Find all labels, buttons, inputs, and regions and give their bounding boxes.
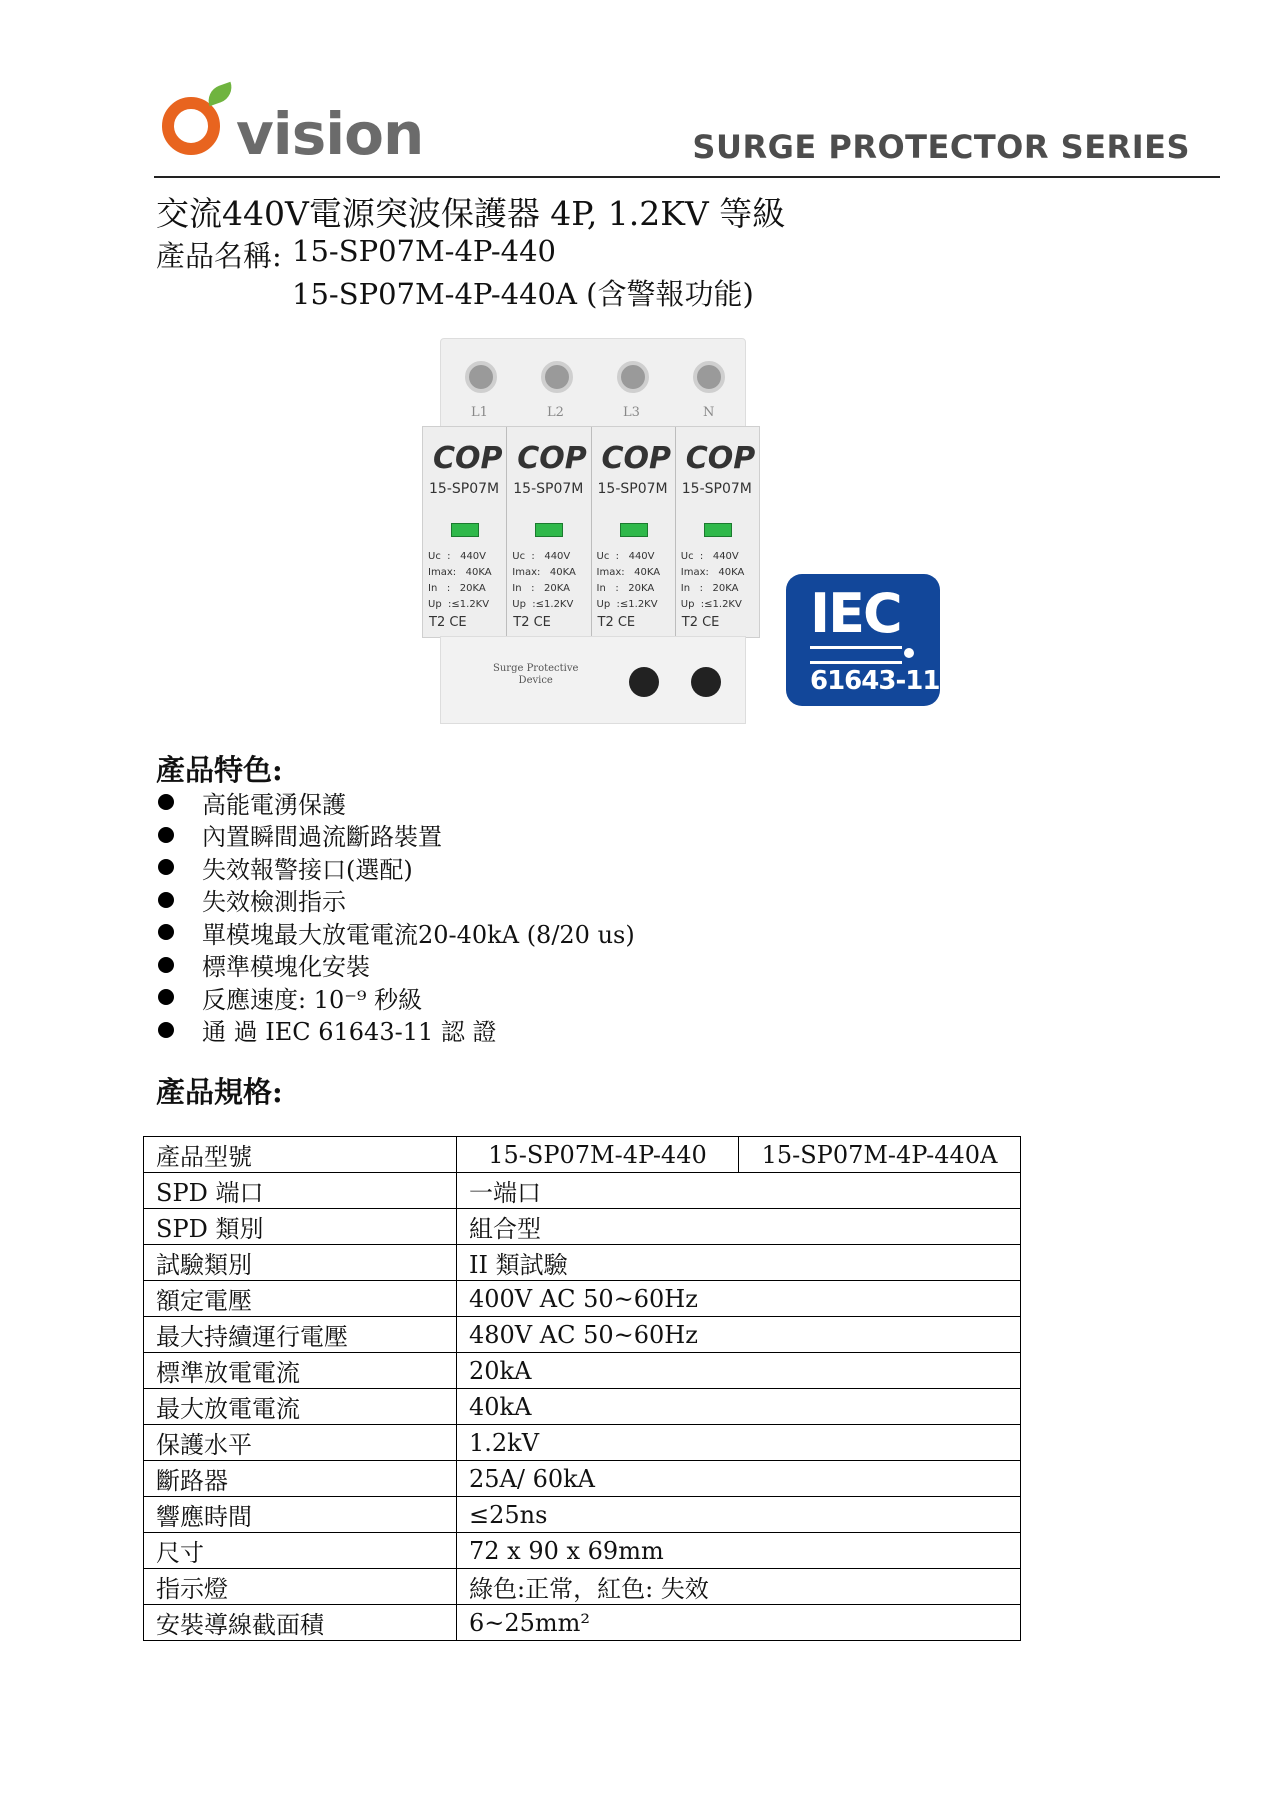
table-header-row	[144, 1137, 1021, 1173]
document-title: 交流440V電源突波保護器 4P, 1.2KV 等級	[156, 194, 786, 233]
header-divider	[154, 176, 1220, 178]
spd-module	[592, 427, 676, 637]
spec-value-cell: 1.2kV	[457, 1425, 1021, 1461]
spd-module	[423, 427, 507, 637]
spec-value-cell: 25A/ 60kA	[457, 1461, 1021, 1497]
series-title: SURGE PROTECTOR SERIES	[692, 128, 1190, 166]
spec-label-cell: 指示燈	[144, 1569, 457, 1605]
module-marks: T2 CE	[513, 615, 551, 630]
terminal-label: L2	[547, 405, 564, 420]
terminal-label: L1	[471, 405, 488, 420]
spec-label-cell: SPD 類別	[144, 1209, 457, 1245]
table-row	[144, 1173, 1021, 1209]
iec-standard: 61643-11	[810, 666, 940, 696]
status-led-icon	[451, 523, 479, 537]
status-led-icon	[704, 523, 732, 537]
bullet-icon	[158, 924, 174, 940]
list-item	[156, 884, 635, 917]
terminal-screw-icon	[541, 361, 573, 393]
table-row	[144, 1209, 1021, 1245]
terminal-screw-icon	[693, 361, 725, 393]
terminal-label: N	[703, 405, 715, 420]
module-brand: COP	[601, 441, 672, 476]
module-marks: T2 CE	[681, 615, 720, 630]
table-row	[144, 1389, 1021, 1425]
table-row	[144, 1605, 1021, 1641]
terminal-screw-icon	[465, 361, 497, 393]
bullet-icon	[158, 1022, 174, 1038]
module-marks: T2 CE	[429, 615, 467, 630]
base-label: Surge Protective Device	[493, 663, 579, 686]
bullet-icon	[158, 989, 174, 1005]
spec-label-cell: 斷路器	[144, 1461, 457, 1497]
spec-value-cell: 綠色:正常，紅色: 失效	[457, 1569, 1021, 1605]
spec-value-cell: 一端口	[457, 1173, 1021, 1209]
module-brand: COP	[433, 441, 503, 476]
list-item	[156, 819, 635, 852]
module-specs: Uc : 440V Imax: 40KA In : 20KA Up :≤1.2KV	[428, 551, 492, 610]
spec-value-cell: 72 x 90 x 69mm	[457, 1533, 1021, 1569]
module-specs: Uc : 440V Imax: 40KA In : 20KA Up :≤1.2KV	[596, 551, 661, 610]
iec-lines-icon	[810, 646, 902, 664]
feature-text: 失效檢測指示	[202, 888, 346, 917]
spec-value-cell: ≤25ns	[457, 1497, 1021, 1533]
spd-module	[676, 427, 759, 637]
spec-label-cell: 尺寸	[144, 1533, 457, 1569]
module-model: 15-SP07M	[429, 481, 500, 497]
product-image	[422, 338, 758, 722]
module-model: 15-SP07M	[597, 481, 668, 497]
table-row	[144, 1497, 1021, 1533]
spec-label-cell: 最大持續運行電壓	[144, 1317, 457, 1353]
product-model-1: 15-SP07M-4P-440	[292, 234, 557, 268]
feature-text: 反應速度: 10⁻⁹ 秒級	[202, 985, 423, 1014]
terminal-block	[440, 338, 746, 430]
module-specs: Uc : 440V Imax: 40KA In : 20KA Up :≤1.2KV	[680, 551, 745, 610]
module-model: 15-SP07M	[513, 481, 584, 497]
list-item	[156, 949, 635, 982]
spec-value-cell: 組合型	[457, 1209, 1021, 1245]
module-brand: COP	[685, 441, 756, 476]
list-item	[156, 981, 635, 1014]
table-row	[144, 1245, 1021, 1281]
spec-label-cell: 最大放電電流	[144, 1389, 457, 1425]
feature-text: 失效報警接口(選配)	[202, 855, 413, 884]
status-led-icon	[535, 523, 563, 537]
device-base	[440, 636, 746, 724]
module-body	[422, 426, 760, 638]
table-row	[144, 1569, 1021, 1605]
terminal-screw-icon	[617, 361, 649, 393]
table-row	[144, 1533, 1021, 1569]
table-cell: 產品型號	[144, 1137, 457, 1173]
feature-text: 高能電湧保護	[202, 790, 346, 819]
bullet-icon	[158, 859, 174, 875]
table-cell: 15-SP07M-4P-440	[457, 1137, 739, 1173]
table-row	[144, 1281, 1021, 1317]
product-name-label: 產品名稱:	[156, 239, 282, 273]
specs-heading: 產品規格:	[156, 1075, 283, 1109]
module-brand: COP	[517, 441, 587, 476]
spec-label-cell: 試驗類別	[144, 1245, 457, 1281]
product-model-2: 15-SP07M-4P-440A (含警報功能)	[292, 277, 754, 311]
bullet-icon	[158, 827, 174, 843]
spec-label-cell: 安裝導線截面積	[144, 1605, 457, 1641]
table-cell: 15-SP07M-4P-440A	[739, 1137, 1021, 1173]
spec-label-cell: 響應時間	[144, 1497, 457, 1533]
module-marks: T2 CE	[597, 615, 636, 630]
feature-text: 內置瞬間過流斷路裝置	[202, 823, 442, 852]
bullet-icon	[158, 794, 174, 810]
features-heading: 產品特色:	[156, 753, 283, 787]
spec-value-cell: 20kA	[457, 1353, 1021, 1389]
table-row	[144, 1425, 1021, 1461]
feature-text: 標準模塊化安裝	[202, 953, 370, 982]
logo-wordmark: vision	[236, 100, 424, 168]
status-led-icon	[620, 523, 648, 537]
ground-terminal-icon	[629, 667, 659, 697]
spec-value-cell: II 類試驗	[457, 1245, 1021, 1281]
bullet-icon	[158, 892, 174, 908]
spec-value-cell: 6~25mm²	[457, 1605, 1021, 1641]
spec-label-cell: 標準放電電流	[144, 1353, 457, 1389]
spec-table	[143, 1136, 1021, 1641]
spec-value-cell: 40kA	[457, 1389, 1021, 1425]
table-row	[144, 1317, 1021, 1353]
spec-value-cell: 480V AC 50~60Hz	[457, 1317, 1021, 1353]
module-model: 15-SP07M	[681, 481, 752, 497]
list-item	[156, 851, 635, 884]
spec-label-cell: SPD 端口	[144, 1173, 457, 1209]
spec-value-cell: 400V AC 50~60Hz	[457, 1281, 1021, 1317]
feature-text: 通 過 IEC 61643-11 認 證	[202, 1018, 497, 1047]
spd-module	[507, 427, 591, 637]
iec-mark: IEC	[810, 582, 901, 645]
spec-label-cell: 額定電壓	[144, 1281, 457, 1317]
table-row	[144, 1461, 1021, 1497]
module-specs: Uc : 440V Imax: 40KA In : 20KA Up :≤1.2KV	[512, 551, 576, 610]
ground-terminal-icon	[691, 667, 721, 697]
feature-text: 單模塊最大放電電流20-40kA (8/20 us)	[202, 920, 635, 949]
bullet-icon	[158, 957, 174, 973]
logo-o-mark	[162, 97, 220, 155]
spec-label-cell: 保護水平	[144, 1425, 457, 1461]
terminal-label: L3	[623, 405, 640, 420]
iec-certification-badge	[786, 574, 940, 706]
list-item	[156, 916, 635, 949]
iec-dot-icon	[904, 648, 914, 658]
features-list	[156, 786, 635, 1046]
table-row	[144, 1353, 1021, 1389]
list-item	[156, 786, 635, 819]
list-item	[156, 1014, 635, 1047]
